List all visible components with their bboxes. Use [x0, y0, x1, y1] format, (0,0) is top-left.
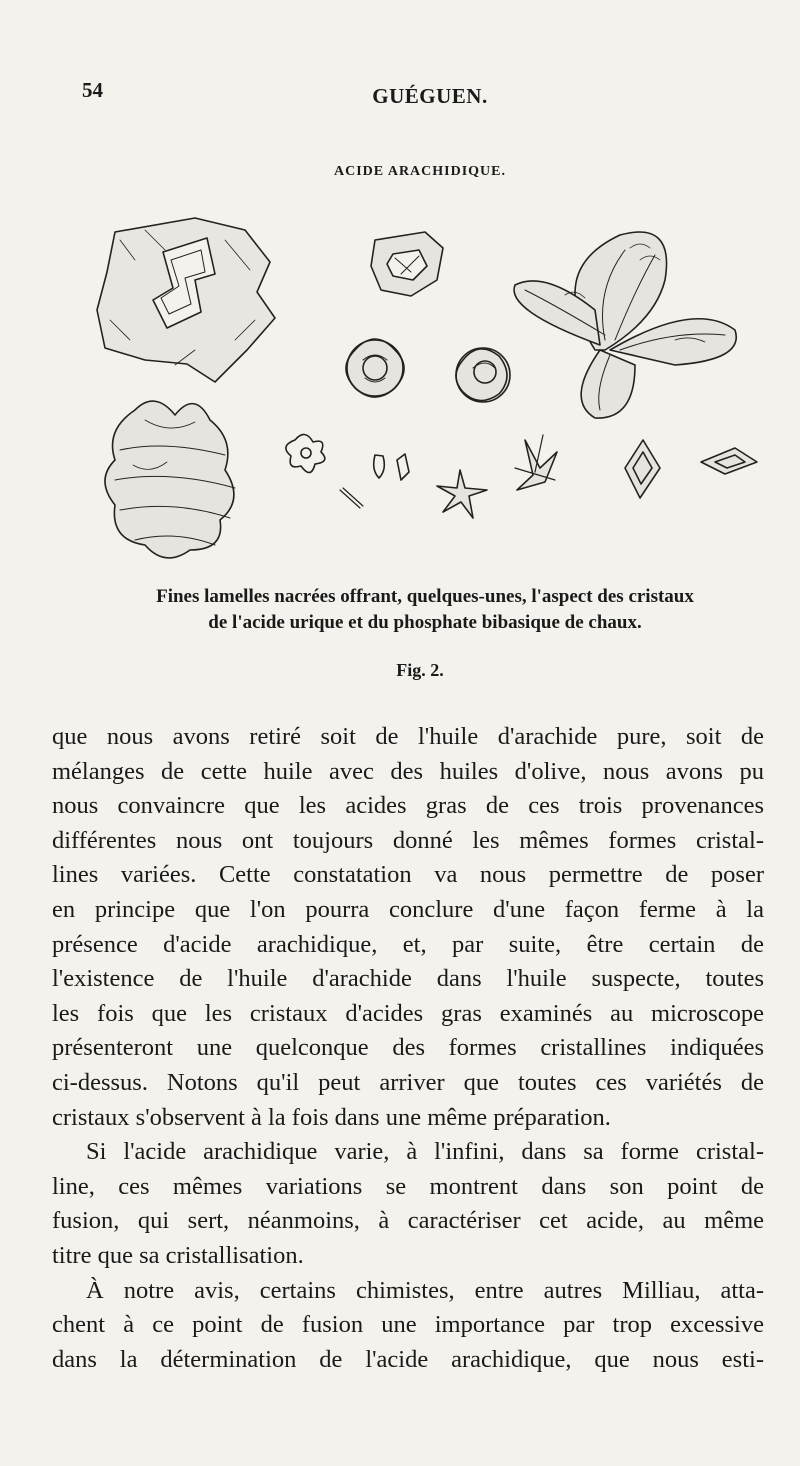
needle-crystals	[340, 454, 409, 508]
text-line: titre que sa cristallisation.	[52, 1241, 304, 1269]
tablet-crystal	[371, 232, 443, 296]
text-line: cristaux s'observent à la fois dans une même préparation.	[52, 1103, 611, 1131]
crystal-illustration	[75, 200, 765, 570]
paragraph	[52, 1274, 764, 1378]
running-title: GUÉGUEN.	[372, 84, 488, 108]
fan-crystal-cluster	[514, 232, 736, 418]
layered-crystal-cluster	[105, 401, 235, 558]
paragraph	[52, 1135, 764, 1273]
text-line: mélanges de cette huile avec des huiles d'olive, nous avons pu	[52, 757, 764, 785]
plate-crystal	[97, 218, 275, 382]
text-line: dans la détermination de l'acide arachidique, que nous esti-	[52, 1345, 764, 1373]
text-line: chent à ce point de fusion une importance par trop excessive	[52, 1311, 764, 1339]
text-line: les fois que les cristaux d'acides gras examinés au microscope	[52, 999, 764, 1027]
text-line: l'existence de l'huile d'arachide dans l'huile suspecte, toutes	[52, 965, 764, 993]
text-line: que nous avons retiré soit de l'huile d'arachide pure, soit de	[52, 723, 764, 750]
text-line: Si l'acide arachidique varie, à l'infini, dans sa forme cristal-	[86, 1138, 764, 1166]
caption-line: de l'acide urique et du phosphate bibasique de chaux.	[208, 612, 642, 633]
text-line: ci-dessus. Notons qu'il peut arriver que toutes ces variétés de	[52, 1068, 764, 1096]
star-crystal-large	[515, 435, 557, 490]
figure-title: ACIDE ARACHIDIQUE.	[333, 164, 507, 179]
star-crystal-small	[437, 470, 487, 518]
text-line: lines variées. Cette constatation va nous permettre de poser	[52, 861, 764, 889]
page-number: 54	[82, 78, 103, 102]
rhomb-crystal-vertical	[625, 440, 660, 498]
flower-crystal	[286, 434, 325, 472]
text-line: présence d'acide arachidique, et, par suite, être certain de	[52, 930, 764, 958]
figure-caption	[100, 584, 750, 636]
figure-label: Fig. 2.	[396, 660, 444, 680]
text-line: différentes nous ont toujours donné les mêmes formes cristal-	[52, 826, 764, 854]
rosette-crystal-left	[346, 339, 404, 397]
body-text	[52, 720, 764, 1377]
text-line: en principe que l'on pourra conclure d'une façon ferme à la	[52, 895, 764, 923]
paragraph	[52, 720, 764, 1135]
text-line: nous convaincre que les acides gras de ces trois provenances	[52, 792, 764, 820]
text-line: fusion, qui sert, néanmoins, à caractériser cet acide, au même	[52, 1207, 764, 1235]
rhomb-crystal-horizontal	[701, 448, 757, 474]
text-line: À notre avis, certains chimistes, entre autres Milliau, atta-	[86, 1276, 764, 1304]
rosette-crystal-right	[456, 348, 510, 402]
caption-line: Fines lamelles nacrées offrant, quelques-unes, l'aspect des cristaux	[156, 586, 694, 607]
text-line: line, ces mêmes variations se montrent dans son point de	[52, 1172, 764, 1200]
text-line: présenteront une quelconque des formes cristallines indiquées	[52, 1034, 764, 1062]
